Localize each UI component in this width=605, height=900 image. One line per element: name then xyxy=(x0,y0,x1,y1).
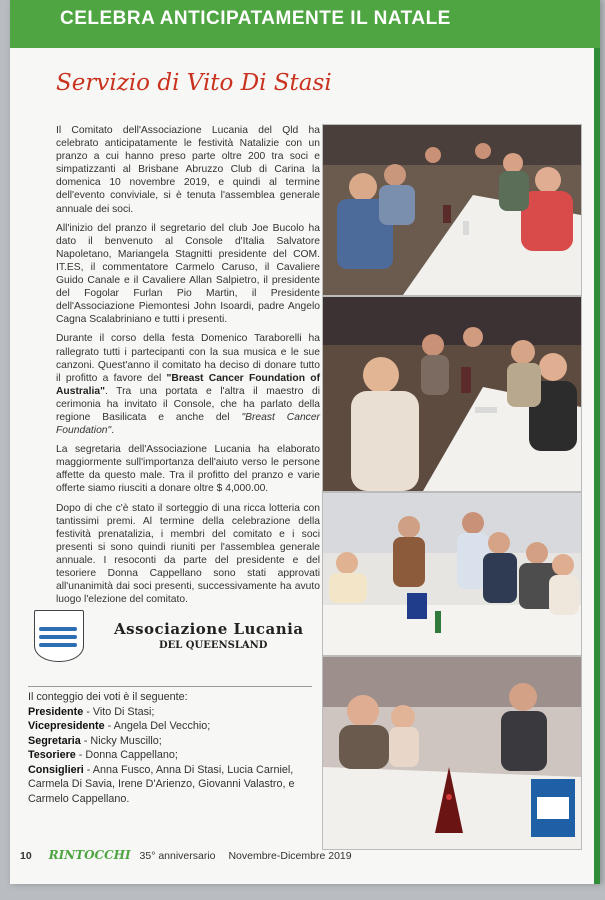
p3-text-c: . Tra una portata e l'altra il maestro di cerimonia ha invitato il Console, che ha parlato della regione Basilicata e anche del xyxy=(56,385,320,423)
anniversary-text: 35° anniversario xyxy=(139,850,216,862)
presidente-line xyxy=(28,705,320,720)
consiglieri-value: - Anna Fusco, Anna Di Stasi, Lucia Carniel, Carmela Di Savia, Irene D'Arienzo, Giovanni Valastro, e Carmelo Cappellano. xyxy=(28,763,295,805)
tesoriere-line xyxy=(28,748,320,763)
article-byline: Servizio di Vito Di Stasi xyxy=(56,70,332,96)
tesoriere-label: Tesoriere xyxy=(28,749,76,761)
presidente-label: Presidente xyxy=(28,705,84,718)
magazine-page xyxy=(10,0,600,884)
paragraph-3 xyxy=(56,332,320,437)
page-footer xyxy=(20,848,352,862)
section-title: CELEBRA ANTICIPATAMENTE IL NATALE xyxy=(60,8,451,29)
paragraph-2: All'inizio del pranzo il segretario del club Joe Bucolo ha dato il benvenuto al Console d'Italia Salvatore Napoletano, Mariangela Stagnitti presidente del COM. IT.ES, il commentatore Carmelo Caruso, il Cavaliere Guido Canale e il Cavaliere Allan Salpietro, il presidente del Fogolar Furlan Pio Martin, il Presidente dell'Associazione Piemontesi John Isoardi, padre Angelo Cagna Scalabriniano e tutti i presenti. xyxy=(56,222,320,326)
photo-guests-table-4 xyxy=(322,656,582,850)
photo-guests-table-1 xyxy=(322,124,582,296)
vicepresidente-line xyxy=(28,719,320,734)
paragraph-1: Il Comitato dell'Associazione Lucania del Qld ha celebrato anticipatamente le festività Natalizie con un pranzo a cui hanno preso parte oltre 200 tra soci e simpatizzanti al Brisbane Abruzzo Club di Carina la domenica 10 novembre 2019, e quindi al termine dell'evento conviviale, si è tenuta l'assemblea generale annuale dei soci. xyxy=(56,125,320,215)
p3-foundation-bold: "Breast Cancer Foundation of Australia" xyxy=(56,372,320,397)
photo-guests-table-3 xyxy=(322,492,582,656)
association-subtitle: DEL QUEENSLAND xyxy=(159,640,268,651)
divider xyxy=(28,686,312,687)
p3-text-a: Durante il corso della festa Domenico Taraborelli ha rallegrato tutti i partecipanti con la sua musica e le sue canzoni. Quest'anno il comitato ha deciso di donare tutto il profitto a favore del xyxy=(56,333,320,384)
section-banner xyxy=(10,0,600,48)
p3-text-e: . xyxy=(111,425,115,437)
segretaria-line xyxy=(28,734,320,749)
election-results xyxy=(28,690,320,806)
consiglieri-label: Consiglieri xyxy=(28,763,84,776)
tesoriere-value: - Donna Cappellano; xyxy=(75,749,178,761)
lucania-shield-icon xyxy=(34,610,84,662)
consiglieri-line xyxy=(28,763,320,807)
segretaria-label: Segretaria xyxy=(28,734,81,747)
vicepresidente-value: - Angela Del Vecchio; xyxy=(104,720,211,732)
paragraph-5: Dopo di che c'è stato il sorteggio di una ricca lotteria con tantissimi premi. Al termine della celebrazione della festività prenatalizia, i membri del comitato e i soci presenti si sono quindi riuniti per l'assemblea generale annuale. I resoconti da parte del presidente e del tesoriere Donna Cappellano sono stati approvati all'unanimità dai soci presenti, successivamente ha avuto luogo l'elezione del comitato. xyxy=(56,502,320,606)
association-logo-block xyxy=(34,606,314,666)
page-edge-stripe xyxy=(594,48,600,884)
photo-guests-table-2 xyxy=(322,296,582,492)
presidente-value: - Vito Di Stasi; xyxy=(83,705,155,718)
votes-intro: Il conteggio dei voti è il seguente: xyxy=(28,691,188,703)
article-body xyxy=(26,124,320,612)
paragraph-4: La segretaria dell'Associazione Lucania ha elaborato maggiormente sull'importanza dell'aiuto verso le persone affette da questo male. Tra il profitto del pranzo e varie offerte siamo riusciti a donare oltre $ 4,000.00. xyxy=(56,444,320,495)
association-name: Associazione Lucania xyxy=(114,620,304,638)
issue-date: Novembre-Dicembre 2019 xyxy=(228,850,352,862)
vicepresidente-label: Vicepresidente xyxy=(28,720,105,732)
p3-foundation-italic: "Breast Cancer Foundation" xyxy=(56,411,320,437)
magazine-logo: RINTOCCHI xyxy=(48,848,131,862)
segretaria-value: - Nicky Muscillo; xyxy=(80,734,162,747)
page-number: 10 xyxy=(20,850,32,862)
